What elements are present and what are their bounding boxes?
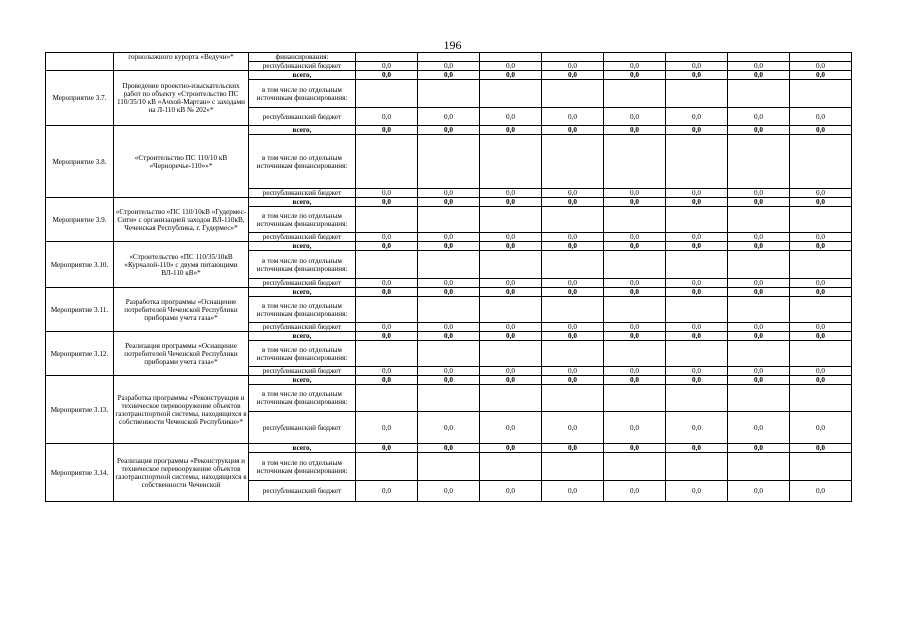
measure-code: Мероприятие 3.14. [46, 444, 114, 502]
value-cell [542, 251, 604, 279]
value-cell: 0,0 [790, 376, 852, 385]
value-cell [418, 385, 480, 412]
value-cell [666, 251, 728, 279]
value-cell: 0,0 [418, 376, 480, 385]
value-cell: 0,0 [418, 233, 480, 242]
value-cell: 0,0 [790, 126, 852, 135]
value-cell: 0,0 [604, 376, 666, 385]
value-cell: 0,0 [418, 126, 480, 135]
measure-code: Мероприятие 3.7. [46, 71, 114, 126]
value-cell [790, 207, 852, 233]
value-cell [356, 297, 418, 323]
table-row [46, 242, 852, 251]
value-cell: 0,0 [356, 62, 418, 71]
value-cell: 0,0 [666, 198, 728, 207]
table-row [46, 288, 852, 297]
value-cell [480, 453, 542, 481]
value-cell [604, 53, 666, 62]
value-cell [728, 453, 790, 481]
value-cell [480, 251, 542, 279]
value-cell: 0,0 [728, 233, 790, 242]
value-cell: 0,0 [480, 323, 542, 332]
value-cell: 0,0 [480, 198, 542, 207]
value-cell: 0,0 [604, 412, 666, 444]
value-cell: 0,0 [790, 332, 852, 341]
table-row [46, 198, 852, 207]
value-cell: 0,0 [728, 279, 790, 288]
value-cell: 0,0 [666, 323, 728, 332]
funding-source-label: республиканский бюджет [249, 412, 356, 444]
value-cell: 0,0 [480, 62, 542, 71]
funding-total-label: всего, [249, 126, 356, 135]
value-cell [604, 297, 666, 323]
value-cell: 0,0 [356, 481, 418, 502]
value-cell: 0,0 [728, 126, 790, 135]
funding-source-label: республиканский бюджет [249, 189, 356, 198]
value-cell: 0,0 [728, 288, 790, 297]
value-cell: 0,0 [666, 71, 728, 80]
funding-total-label: всего, [249, 288, 356, 297]
value-cell: 0,0 [604, 126, 666, 135]
value-cell: 0,0 [542, 288, 604, 297]
value-cell: 0,0 [604, 242, 666, 251]
value-cell [604, 385, 666, 412]
funding-total-label: всего, [249, 198, 356, 207]
value-cell: 0,0 [418, 323, 480, 332]
value-cell: 0,0 [418, 71, 480, 80]
value-cell: 0,0 [480, 332, 542, 341]
value-cell [542, 385, 604, 412]
value-cell: 0,0 [666, 412, 728, 444]
measure-name: Реализация программы «Реконструкция и техническое перевооружение объектов газотранспортной системы, находящихся в собственности Чеченской [114, 444, 249, 502]
measure-name: Реализация программы «Оснащение потребителей Чеченской Республики приборами учета газа»* [114, 332, 249, 376]
value-cell: 0,0 [418, 189, 480, 198]
funding-source-label: в том числе по отдельным источникам финансирования: [249, 453, 356, 481]
funding-total-label: всего, [249, 376, 356, 385]
value-cell: 0,0 [542, 108, 604, 126]
measure-code: Мероприятие 3.13. [46, 376, 114, 444]
value-cell: 0,0 [604, 323, 666, 332]
value-cell: 0,0 [604, 279, 666, 288]
funding-source-label: в том числе по отдельным источникам финансирования: [249, 80, 356, 108]
value-cell: 0,0 [542, 126, 604, 135]
value-cell: 0,0 [790, 233, 852, 242]
value-cell: 0,0 [542, 323, 604, 332]
table-row [46, 444, 852, 453]
value-cell: 0,0 [790, 444, 852, 453]
value-cell: 0,0 [542, 189, 604, 198]
value-cell: 0,0 [480, 412, 542, 444]
value-cell [666, 297, 728, 323]
value-cell: 0,0 [356, 412, 418, 444]
value-cell [790, 297, 852, 323]
value-cell [418, 251, 480, 279]
value-cell: 0,0 [418, 288, 480, 297]
value-cell [666, 341, 728, 367]
value-cell [418, 207, 480, 233]
value-cell: 0,0 [418, 412, 480, 444]
value-cell: 0,0 [728, 62, 790, 71]
value-cell: 0,0 [790, 189, 852, 198]
value-cell: 0,0 [356, 242, 418, 251]
value-cell: 0,0 [790, 108, 852, 126]
value-cell: 0,0 [356, 233, 418, 242]
value-cell: 0,0 [542, 444, 604, 453]
value-cell [418, 297, 480, 323]
funding-source-label: в том числе по отдельным источникам финансирования: [249, 341, 356, 367]
table-row [46, 376, 852, 385]
value-cell [728, 135, 790, 189]
value-cell: 0,0 [728, 444, 790, 453]
value-cell [666, 453, 728, 481]
measure-name: «Строительство «ПС 110/35/10кВ «Курчалой-110» с двумя питающими ВЛ-110 кВ»* [114, 242, 249, 288]
table-row [46, 53, 852, 62]
value-cell [542, 297, 604, 323]
funding-source-label: в том числе по отдельным источникам финансирования: [249, 135, 356, 189]
value-cell: 0,0 [480, 108, 542, 126]
value-cell: 0,0 [418, 198, 480, 207]
value-cell [356, 453, 418, 481]
value-cell [604, 251, 666, 279]
measure-name: «Строительство «ПС 110/10кВ «Гудермес-Сити» с организацией заходов ВЛ-110кВ, Чеченская Республика, г. Гудермес»* [114, 198, 249, 242]
funding-source-label: республиканский бюджет [249, 62, 356, 71]
funding-total-label: всего, [249, 242, 356, 251]
value-cell [418, 80, 480, 108]
value-cell [480, 53, 542, 62]
value-cell [542, 207, 604, 233]
value-cell: 0,0 [480, 481, 542, 502]
value-cell: 0,0 [790, 198, 852, 207]
program-measures-table [45, 52, 852, 502]
value-cell [480, 341, 542, 367]
value-cell: 0,0 [356, 126, 418, 135]
value-cell [790, 135, 852, 189]
value-cell [790, 385, 852, 412]
value-cell: 0,0 [418, 279, 480, 288]
value-cell [542, 341, 604, 367]
value-cell [728, 53, 790, 62]
funding-source-label: в том числе по отдельным источникам финансирования: [249, 207, 356, 233]
value-cell: 0,0 [356, 323, 418, 332]
value-cell: 0,0 [728, 189, 790, 198]
value-cell: 0,0 [480, 288, 542, 297]
table-row [46, 126, 852, 135]
value-cell: 0,0 [728, 323, 790, 332]
value-cell: 0,0 [790, 367, 852, 376]
value-cell [604, 80, 666, 108]
value-cell: 0,0 [542, 367, 604, 376]
value-cell [728, 80, 790, 108]
value-cell: 0,0 [356, 376, 418, 385]
value-cell: 0,0 [666, 242, 728, 251]
value-cell [666, 53, 728, 62]
value-cell [542, 53, 604, 62]
funding-source-label: в том числе по отдельным источникам финансирования: [249, 297, 356, 323]
value-cell: 0,0 [666, 332, 728, 341]
value-cell [542, 453, 604, 481]
value-cell [356, 207, 418, 233]
funding-total-label: всего, [249, 444, 356, 453]
value-cell: 0,0 [418, 367, 480, 376]
value-cell [356, 135, 418, 189]
value-cell [728, 207, 790, 233]
funding-source-label: республиканский бюджет [249, 323, 356, 332]
value-cell: 0,0 [542, 62, 604, 71]
measure-name: «Строительство ПС 110/10 кВ «Черноречье-110»»* [114, 126, 249, 198]
value-cell: 0,0 [418, 444, 480, 453]
measure-name: горнолыжного курорта «Ведучи»* [114, 53, 249, 71]
value-cell [604, 453, 666, 481]
value-cell: 0,0 [790, 279, 852, 288]
value-cell: 0,0 [666, 481, 728, 502]
value-cell: 0,0 [542, 376, 604, 385]
value-cell: 0,0 [356, 367, 418, 376]
funding-source-label: финансирования: [249, 53, 356, 62]
value-cell: 0,0 [356, 444, 418, 453]
value-cell: 0,0 [728, 481, 790, 502]
value-cell [790, 251, 852, 279]
value-cell [790, 453, 852, 481]
value-cell [666, 207, 728, 233]
measure-code: Мероприятие 3.9. [46, 198, 114, 242]
funding-source-label: в том числе по отдельным источникам финансирования: [249, 385, 356, 412]
value-cell: 0,0 [542, 198, 604, 207]
value-cell: 0,0 [666, 444, 728, 453]
value-cell: 0,0 [418, 332, 480, 341]
value-cell [356, 341, 418, 367]
value-cell: 0,0 [604, 198, 666, 207]
value-cell: 0,0 [728, 332, 790, 341]
value-cell [790, 53, 852, 62]
value-cell [728, 341, 790, 367]
value-cell [542, 135, 604, 189]
funding-source-label: республиканский бюджет [249, 367, 356, 376]
value-cell: 0,0 [604, 444, 666, 453]
value-cell [666, 385, 728, 412]
value-cell [418, 341, 480, 367]
value-cell: 0,0 [480, 71, 542, 80]
value-cell: 0,0 [666, 376, 728, 385]
value-cell: 0,0 [480, 233, 542, 242]
value-cell [728, 297, 790, 323]
value-cell: 0,0 [604, 332, 666, 341]
funding-total-label: всего, [249, 332, 356, 341]
value-cell: 0,0 [728, 376, 790, 385]
measure-code: Мероприятие 3.10. [46, 242, 114, 288]
value-cell: 0,0 [790, 71, 852, 80]
value-cell: 0,0 [356, 198, 418, 207]
value-cell: 0,0 [666, 126, 728, 135]
value-cell: 0,0 [542, 279, 604, 288]
funding-source-label: республиканский бюджет [249, 233, 356, 242]
value-cell [604, 207, 666, 233]
value-cell: 0,0 [418, 242, 480, 251]
value-cell: 0,0 [480, 126, 542, 135]
value-cell: 0,0 [666, 279, 728, 288]
value-cell: 0,0 [604, 71, 666, 80]
value-cell: 0,0 [666, 108, 728, 126]
value-cell [356, 385, 418, 412]
value-cell [542, 80, 604, 108]
value-cell: 0,0 [666, 288, 728, 297]
value-cell: 0,0 [728, 412, 790, 444]
measure-name: Разработка программы «Реконструкция и техническое перевооружение объектов газотранспортной системы, находящихся в собственности Чеченской Республики»* [114, 376, 249, 444]
funding-source-label: в том числе по отдельным источникам финансирования: [249, 251, 356, 279]
value-cell: 0,0 [542, 242, 604, 251]
value-cell: 0,0 [542, 481, 604, 502]
measure-code: Мероприятие 3.11. [46, 288, 114, 332]
value-cell: 0,0 [356, 108, 418, 126]
measure-name: Проведение проектно-изыскательских работ по объекту «Строительство ПС 110/35/10 кВ «Ачхой-Мартан» с заходами на Л-110 кВ № 202»* [114, 71, 249, 126]
value-cell [480, 207, 542, 233]
value-cell: 0,0 [604, 367, 666, 376]
value-cell: 0,0 [728, 198, 790, 207]
value-cell: 0,0 [604, 108, 666, 126]
value-cell: 0,0 [790, 323, 852, 332]
value-cell: 0,0 [418, 481, 480, 502]
value-cell: 0,0 [480, 242, 542, 251]
value-cell: 0,0 [418, 108, 480, 126]
value-cell: 0,0 [790, 62, 852, 71]
funding-source-label: республиканский бюджет [249, 279, 356, 288]
value-cell: 0,0 [790, 242, 852, 251]
value-cell [480, 385, 542, 412]
value-cell: 0,0 [604, 189, 666, 198]
value-cell [728, 385, 790, 412]
value-cell: 0,0 [728, 71, 790, 80]
value-cell [604, 135, 666, 189]
value-cell [480, 135, 542, 189]
value-cell: 0,0 [790, 288, 852, 297]
value-cell: 0,0 [604, 288, 666, 297]
value-cell: 0,0 [728, 108, 790, 126]
value-cell: 0,0 [356, 189, 418, 198]
funding-source-label: республиканский бюджет [249, 108, 356, 126]
value-cell: 0,0 [604, 233, 666, 242]
value-cell [604, 341, 666, 367]
page-number: 196 [443, 38, 462, 52]
value-cell: 0,0 [666, 62, 728, 71]
value-cell [480, 80, 542, 108]
value-cell [666, 80, 728, 108]
value-cell: 0,0 [356, 71, 418, 80]
value-cell: 0,0 [790, 412, 852, 444]
value-cell: 0,0 [728, 242, 790, 251]
value-cell: 0,0 [356, 288, 418, 297]
value-cell: 0,0 [418, 62, 480, 71]
value-cell: 0,0 [480, 279, 542, 288]
value-cell [418, 453, 480, 481]
value-cell: 0,0 [480, 367, 542, 376]
value-cell [356, 53, 418, 62]
measure-code: Мероприятие 3.8. [46, 126, 114, 198]
value-cell [728, 251, 790, 279]
value-cell: 0,0 [480, 376, 542, 385]
value-cell: 0,0 [356, 279, 418, 288]
value-cell: 0,0 [356, 332, 418, 341]
measure-code: Мероприятие 3.12. [46, 332, 114, 376]
value-cell [418, 135, 480, 189]
value-cell: 0,0 [542, 233, 604, 242]
funding-source-label: республиканский бюджет [249, 481, 356, 502]
table-row [46, 332, 852, 341]
value-cell: 0,0 [542, 412, 604, 444]
value-cell [480, 297, 542, 323]
value-cell: 0,0 [604, 481, 666, 502]
value-cell: 0,0 [666, 367, 728, 376]
value-cell: 0,0 [790, 481, 852, 502]
value-cell: 0,0 [604, 62, 666, 71]
value-cell [790, 80, 852, 108]
value-cell: 0,0 [542, 332, 604, 341]
measure-code [46, 53, 114, 71]
value-cell: 0,0 [542, 71, 604, 80]
value-cell [418, 53, 480, 62]
value-cell: 0,0 [666, 189, 728, 198]
table-row [46, 71, 852, 80]
value-cell [356, 80, 418, 108]
value-cell [790, 341, 852, 367]
value-cell: 0,0 [480, 189, 542, 198]
value-cell: 0,0 [728, 367, 790, 376]
value-cell: 0,0 [480, 444, 542, 453]
measure-name: Разработка программы «Оснащение потребителей Чеченской Республики приборами учета газа»* [114, 288, 249, 332]
value-cell [356, 251, 418, 279]
value-cell [666, 135, 728, 189]
funding-total-label: всего, [249, 71, 356, 80]
value-cell: 0,0 [666, 233, 728, 242]
